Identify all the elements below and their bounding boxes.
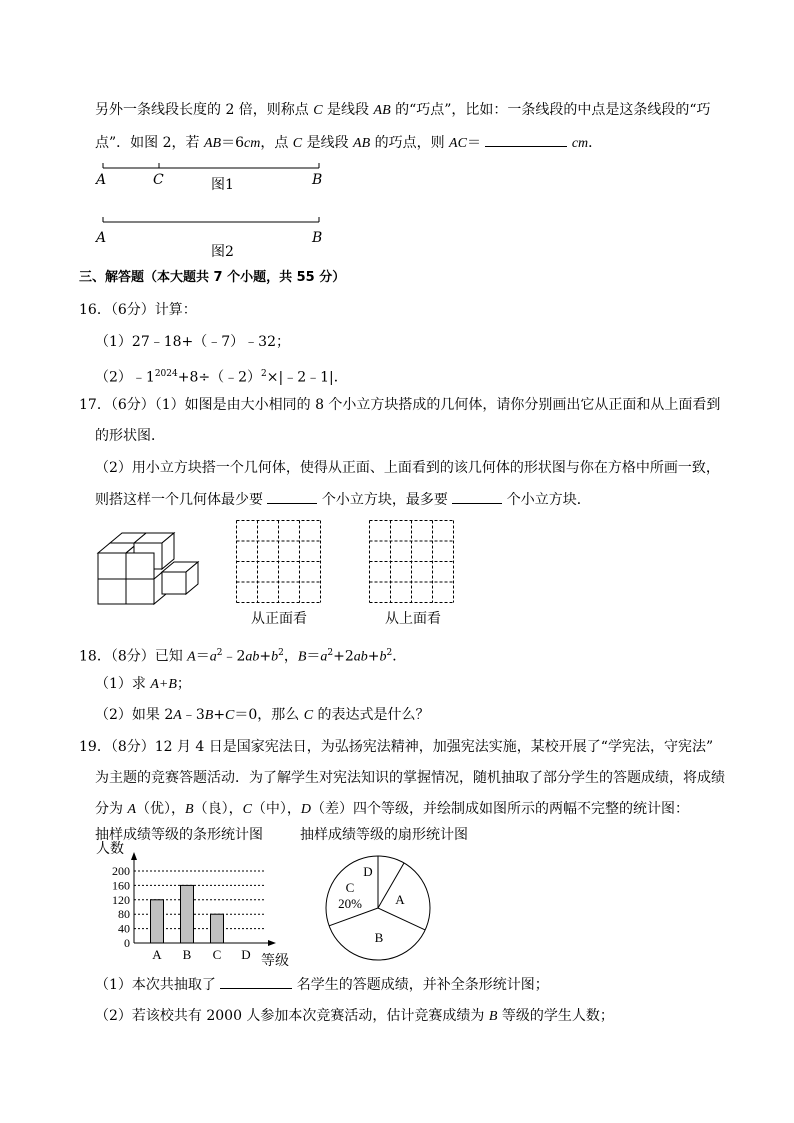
- grid-top-view[interactable]: [369, 520, 455, 604]
- cube-front-face: [162, 572, 186, 594]
- var: b: [379, 649, 387, 665]
- grid-front-label: 从正面看: [251, 611, 307, 627]
- var: A: [173, 708, 182, 723]
- y-tick-label: 120: [112, 892, 130, 907]
- text: ﹣3: [181, 707, 205, 723]
- pie-label-b: B: [374, 930, 384, 945]
- var: B: [185, 802, 194, 817]
- fig1-point-b: B: [312, 172, 323, 188]
- text: ；: [176, 676, 191, 692]
- pie-label-d: D: [363, 864, 373, 879]
- text: ＝6: [221, 135, 244, 151]
- y-axis-label: 人数: [96, 841, 124, 857]
- var: b: [271, 649, 279, 665]
- q19-line2: 为主题的竞赛答题活动．为了解学生对宪法知识的掌握情况，随机抽取了部分学生的答题成绩，将成绩: [95, 770, 725, 786]
- q19-line1: 19．（8分）12 月 4 日是国家宪法日，为弘扬宪法精神，加强宪法实施，某校开展了“学宪法，守宪法”: [79, 739, 714, 755]
- q19-part1: [95, 974, 549, 995]
- text: （2）若该校共有 2000 人参加本次竞赛活动，估计竞赛成绩为: [95, 1008, 489, 1024]
- q18-part1: [95, 674, 191, 695]
- text: 的“巧点”，比如：一条线段的中点是这条线段的“巧: [390, 102, 711, 118]
- text: 的巧点，则: [370, 135, 450, 151]
- var-ab: AB: [373, 103, 391, 118]
- fig2-point-a: A: [96, 230, 107, 246]
- text: +2: [333, 648, 354, 665]
- text: （2）如果 2: [95, 707, 174, 723]
- bar-chart-title: 抽样成绩等级的条形统计图: [95, 827, 263, 843]
- x-axis-arrow: [268, 940, 276, 946]
- text: ．: [588, 135, 603, 151]
- fig2-point-b: B: [312, 230, 323, 246]
- text: ﹣2: [222, 648, 246, 665]
- var: ab: [353, 649, 368, 665]
- cube-front-face: [126, 579, 154, 604]
- y-tick-label: 40: [118, 921, 130, 936]
- var-c: C: [313, 103, 323, 118]
- text: （优），: [136, 801, 186, 817]
- text: +: [367, 648, 380, 665]
- q19-line3: [95, 799, 689, 820]
- var: a: [209, 649, 217, 665]
- text: （良），: [193, 801, 243, 817]
- text: 另外一条线段长度的 2 倍，则称点: [95, 102, 314, 118]
- pie-chart-title: 抽样成绩等级的扇形统计图: [300, 827, 468, 843]
- grid-front-view[interactable]: [236, 520, 322, 604]
- q16-part1: （1）27﹣18+（﹣7）﹣32；: [95, 334, 290, 350]
- section-title: 三、解答题（本大题共 7 个小题，共 55 分）: [79, 270, 346, 285]
- exponent: 2: [386, 648, 393, 658]
- expr: A+B: [150, 677, 177, 692]
- var-ab: AB: [203, 136, 222, 151]
- text: ＝0，那么: [234, 707, 304, 723]
- text: 的表达式是什么？: [313, 707, 430, 723]
- y-tick-label: 0: [124, 936, 130, 950]
- q18-part2: [95, 705, 430, 726]
- text: 点”．如图 2，若: [95, 135, 204, 151]
- var-c: C: [292, 136, 303, 151]
- bar-A: [151, 900, 164, 943]
- cube-front-face: [126, 553, 154, 579]
- text: （中），: [251, 801, 301, 817]
- fig2-caption: 图2: [211, 244, 234, 260]
- text: 个小立方块，最多要: [317, 492, 453, 508]
- text: +8÷（﹣2）: [177, 369, 262, 386]
- var: A: [187, 649, 196, 665]
- var-ac: AC: [449, 136, 467, 151]
- text: （差）四个等级，并绘制成如图所示的两幅不完整的统计图：: [311, 801, 690, 817]
- text: ，: [283, 648, 298, 665]
- cube-front-face: [98, 553, 126, 579]
- text: +: [213, 707, 226, 723]
- var: C: [303, 708, 314, 723]
- bar-B: [181, 885, 194, 943]
- text: （2）﹣1: [95, 369, 155, 386]
- var: C: [225, 708, 235, 723]
- unit-cm: cm: [244, 136, 261, 151]
- fig1-point-c: C: [153, 172, 164, 188]
- text: ＝: [466, 135, 486, 151]
- q19-part2: [95, 1006, 614, 1027]
- x-tick-label: A: [152, 947, 162, 962]
- text: 是线段: [302, 135, 354, 151]
- cube-front-face: [98, 579, 126, 604]
- grid-top-label: 从上面看: [385, 611, 441, 627]
- text: 个小立方块．: [502, 492, 591, 508]
- exponent: 2: [278, 648, 284, 658]
- var: a: [320, 649, 328, 665]
- var: D: [300, 802, 312, 817]
- exponent: 2: [327, 648, 334, 658]
- var: B: [297, 649, 307, 665]
- x-tick-label: C: [212, 947, 222, 962]
- var: ab: [245, 649, 260, 665]
- y-axis-arrow: [131, 852, 137, 860]
- fig1-caption: 图1: [211, 177, 234, 193]
- text: 等级的学生人数；: [497, 1008, 614, 1024]
- pie-percent-c: 20%: [338, 896, 362, 911]
- text: +: [259, 648, 272, 665]
- bar-C: [211, 914, 224, 943]
- text: 名学生的答题成绩，并补全条形统计图；: [292, 977, 549, 993]
- answer-blank-total[interactable]: [220, 974, 292, 989]
- q17-line3: （2）用小立方块搭一个几何体，使得从正面、上面看到的该几何体的形状图与你在方格中所画一致，: [95, 460, 720, 476]
- var: B: [488, 1009, 498, 1024]
- x-tick-label: D: [241, 947, 251, 962]
- cubes: [98, 533, 198, 604]
- q18-header: [79, 643, 406, 668]
- pie-label-a: A: [395, 892, 405, 907]
- bar-chart: [88, 840, 298, 970]
- text: （1）求: [95, 676, 151, 692]
- text: ．: [392, 648, 407, 665]
- var-ab: AB: [353, 136, 371, 151]
- q17-line1: 17．（6分）（1）如图是由大小相同的 8 个小立方块搭成的几何体，请你分别画出它从正面和从上面看到: [79, 397, 721, 413]
- var: C: [242, 802, 252, 817]
- text: ×|﹣2﹣1|．: [266, 369, 348, 386]
- x-axis-label: 等级: [261, 953, 289, 969]
- exponent: 2024: [154, 369, 178, 379]
- text: 分为: [95, 801, 128, 817]
- x-tick-label: B: [182, 947, 192, 962]
- text: ＝: [306, 648, 321, 665]
- text: 是线段: [322, 102, 374, 118]
- y-tick-label: 200: [112, 864, 130, 878]
- text: （1）本次共抽取了: [95, 977, 221, 993]
- y-tick-label: 160: [112, 878, 130, 893]
- text: ＝: [195, 648, 210, 665]
- y-tick-label: 80: [118, 907, 130, 922]
- q17-line2: 的形状图．: [95, 428, 165, 444]
- pie-chart: [318, 852, 438, 964]
- text: 18．（8分）已知: [79, 648, 188, 665]
- unit-cm: cm: [571, 136, 589, 151]
- exponent: 2: [216, 648, 223, 658]
- text: 则搭这样一个几何体最少要: [95, 492, 268, 508]
- exponent: 2: [261, 369, 267, 379]
- fig1-point-a: A: [96, 172, 107, 188]
- text: ，点: [260, 135, 293, 151]
- pie-label-c: C: [345, 880, 355, 895]
- var: B: [204, 708, 214, 723]
- q16-header: 16．（6分）计算：: [79, 302, 197, 318]
- var: A: [127, 802, 137, 817]
